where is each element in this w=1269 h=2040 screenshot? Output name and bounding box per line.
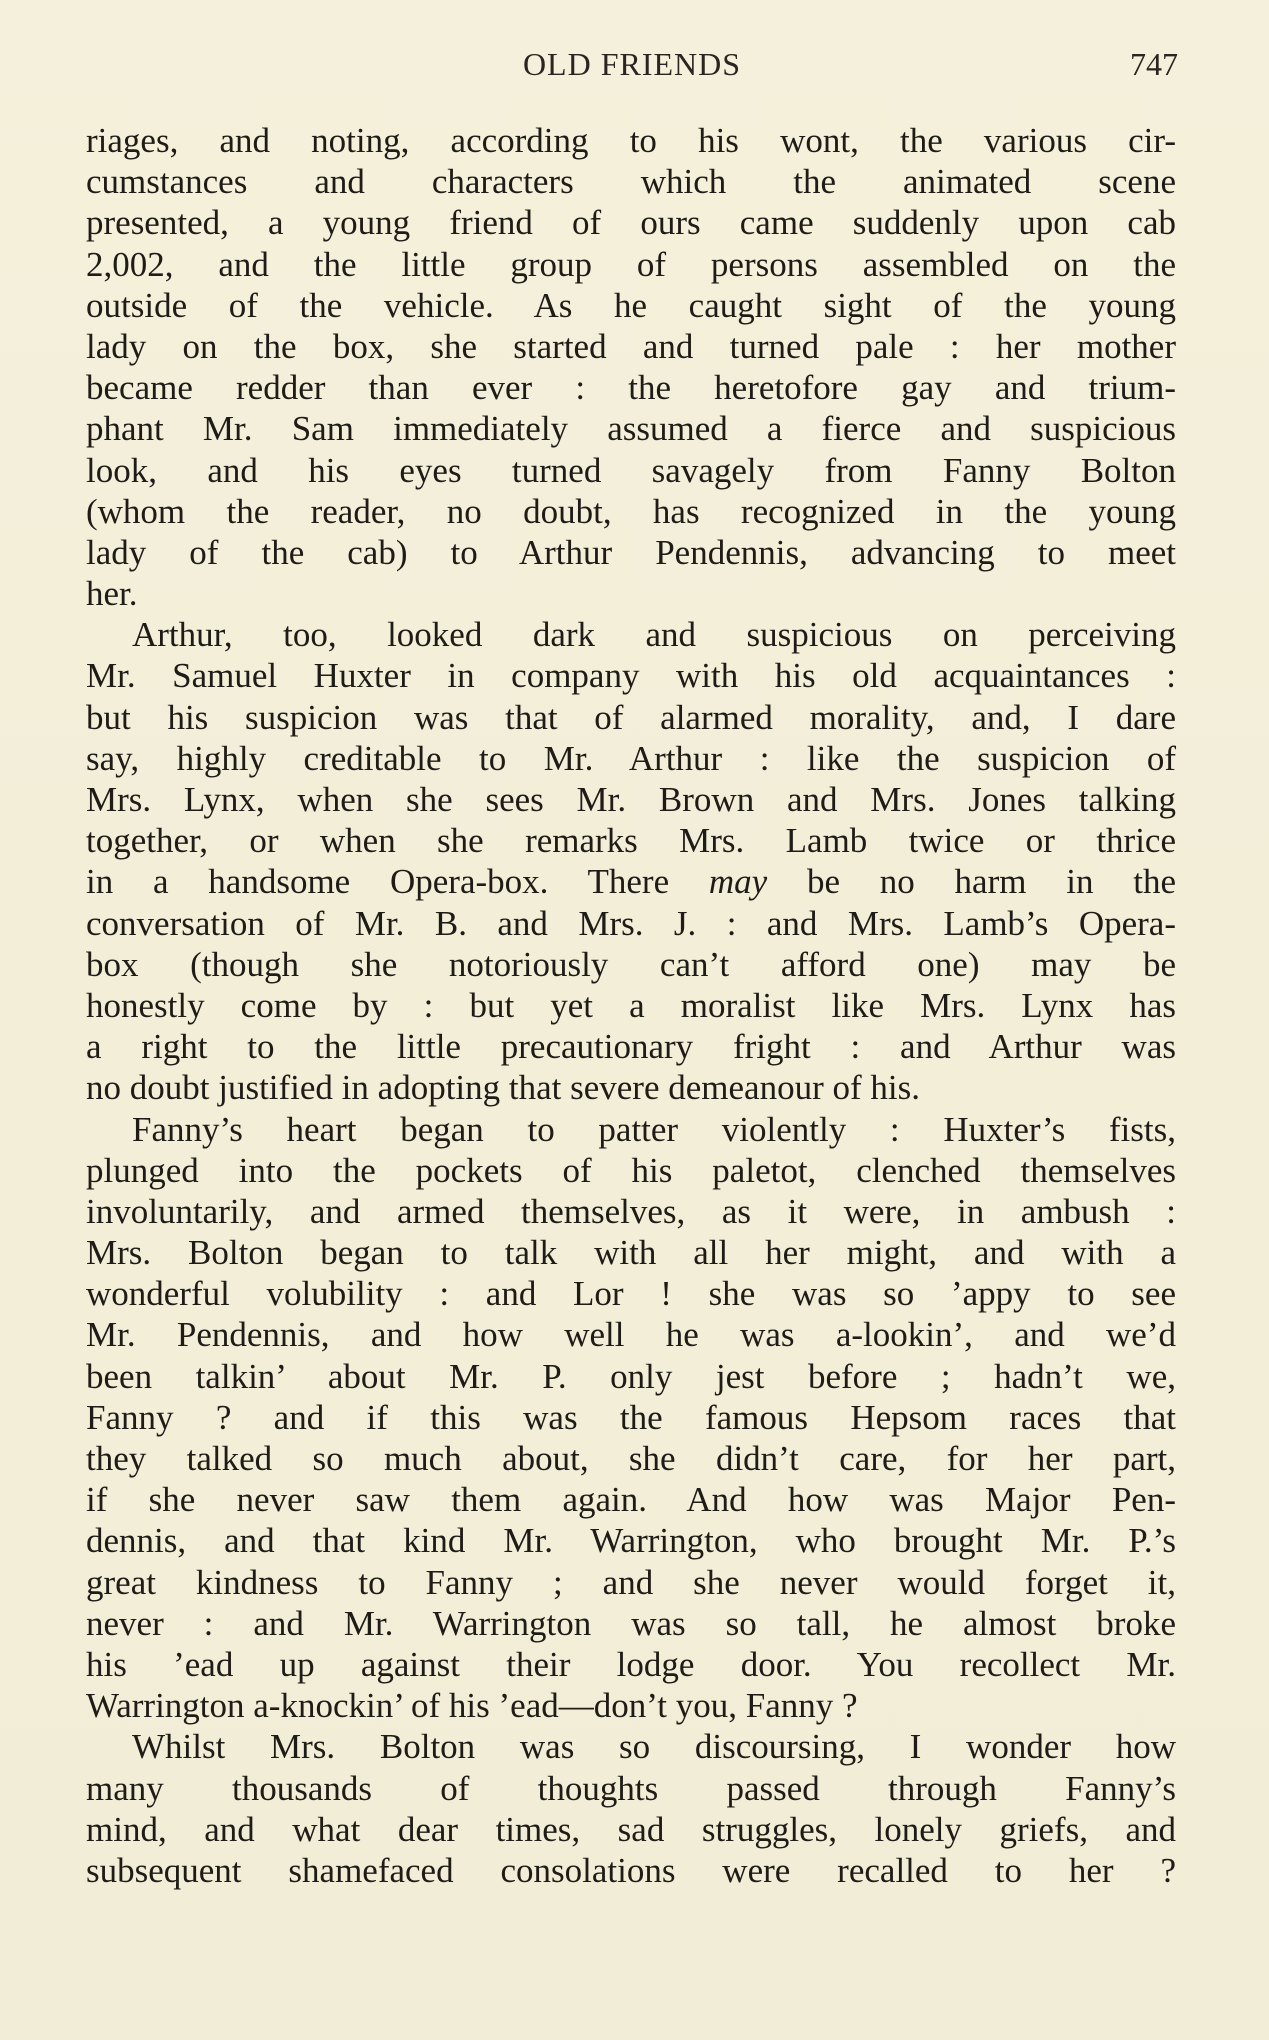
text-line: subsequent shamefaced consolations were recalled to her ? <box>86 1850 1176 1890</box>
text-line: plunged into the pockets of his paletot, clenched themselves <box>86 1150 1176 1190</box>
text-line: been talkin’ about Mr. P. only jest before ; hadn’t we, <box>86 1356 1176 1396</box>
text-line: Mrs. Lynx, when she sees Mr. Brown and Mrs. Jones talking <box>86 780 1176 819</box>
text-line: phant Mr. Sam immediately assumed a fierce and suspicious <box>86 409 1176 449</box>
text-segment: be no harm in the <box>767 862 1176 902</box>
text-line: lady of the cab) to Arthur Pendennis, advancing to meet <box>86 532 1176 572</box>
text-line: never : and Mr. Warrington was so tall, he almost broke <box>86 1603 1176 1643</box>
text-line: if she never saw them again. And how was Major Pen- <box>86 1480 1176 1520</box>
text-line: his ’ead up against their lodge door. You recollect Mr. <box>86 1644 1176 1684</box>
text-line: great kindness to Fanny ; and she never would forget it, <box>86 1562 1176 1602</box>
text-line: cumstances and characters which the animated scene <box>86 162 1176 202</box>
text-line: lady on the box, she started and turned pale : her mother <box>86 326 1176 366</box>
text-segment: in a handsome Opera-box. There <box>86 862 709 902</box>
text-line: Warrington a-knockin’ of his ’ead—don’t you, Fanny ? <box>86 1686 858 1726</box>
text-line: box (though she notoriously can’t afford one) may be <box>86 944 1176 984</box>
text-line: became redder than ever : the heretofore gay and trium- <box>86 368 1176 408</box>
text-line: riages, and noting, according to his wont, the various cir- <box>86 121 1176 160</box>
text-line: dennis, and that kind Mr. Warrington, who brought Mr. P.’s <box>86 1521 1176 1561</box>
body-text <box>86 120 1176 1891</box>
text-line: Mr. Samuel Huxter in company with his old acquaintances : <box>86 656 1176 696</box>
text-line: presented, a young friend of ours came suddenly upon cab <box>86 203 1176 243</box>
text-line: Mr. Pendennis, and how well he was a-lookin’, and we’d <box>86 1315 1176 1355</box>
text-line: together, or when she remarks Mrs. Lamb twice or thrice <box>86 821 1176 861</box>
text-line: but his suspicion was that of alarmed morality, and, I dare <box>86 697 1176 737</box>
text-line: mind, and what dear times, sad struggles, lonely griefs, and <box>86 1809 1176 1849</box>
text-line: Mrs. Bolton began to talk with all her might, and with a <box>86 1233 1176 1273</box>
emphasized-word: may <box>708 862 768 902</box>
text-line: many thousands of thoughts passed through Fanny’s <box>86 1768 1176 1808</box>
text-line: (whom the reader, no doubt, has recognized in the young <box>86 491 1176 531</box>
running-head: OLD FRIENDS <box>522 46 742 82</box>
page-header <box>86 46 1178 90</box>
text-line: they talked so much about, she didn’t care, for her part, <box>86 1439 1176 1478</box>
text-line: wonderful volubility : and Lor ! she was so ’appy to see <box>86 1274 1176 1314</box>
text-line: say, highly creditable to Mr. Arthur : like the suspicion of <box>86 738 1176 778</box>
text-line: 2,002, and the little group of persons assembled on the <box>86 244 1176 284</box>
text-line: Fanny’s heart began to patter violently : Huxter’s fists, <box>132 1109 1176 1149</box>
text-line: Fanny ? and if this was the famous Hepsom races that <box>86 1397 1176 1437</box>
text-line: a right to the little precautionary fright : and Arthur was <box>86 1027 1176 1067</box>
text-line: conversation of Mr. B. and Mrs. J. : and Mrs. Lamb’s Opera- <box>86 903 1176 943</box>
text-line: Arthur, too, looked dark and suspicious on perceiving <box>132 615 1176 655</box>
text-line: honestly come by : but yet a moralist like Mrs. Lynx has <box>86 985 1176 1025</box>
text-line: her. <box>86 574 138 614</box>
text-line: Whilst Mrs. Bolton was so discoursing, I wonder how <box>132 1727 1176 1767</box>
text-line: no doubt justified in adopting that severe demeanour of his. <box>86 1068 920 1108</box>
text-line: outside of the vehicle. As he caught sight of the young <box>86 285 1176 325</box>
text-line: look, and his eyes turned savagely from Fanny Bolton <box>86 450 1176 490</box>
page-number: 747 <box>1130 46 1178 82</box>
text-line: involuntarily, and armed themselves, as it were, in ambush : <box>86 1191 1176 1231</box>
text-line <box>86 861 1176 902</box>
